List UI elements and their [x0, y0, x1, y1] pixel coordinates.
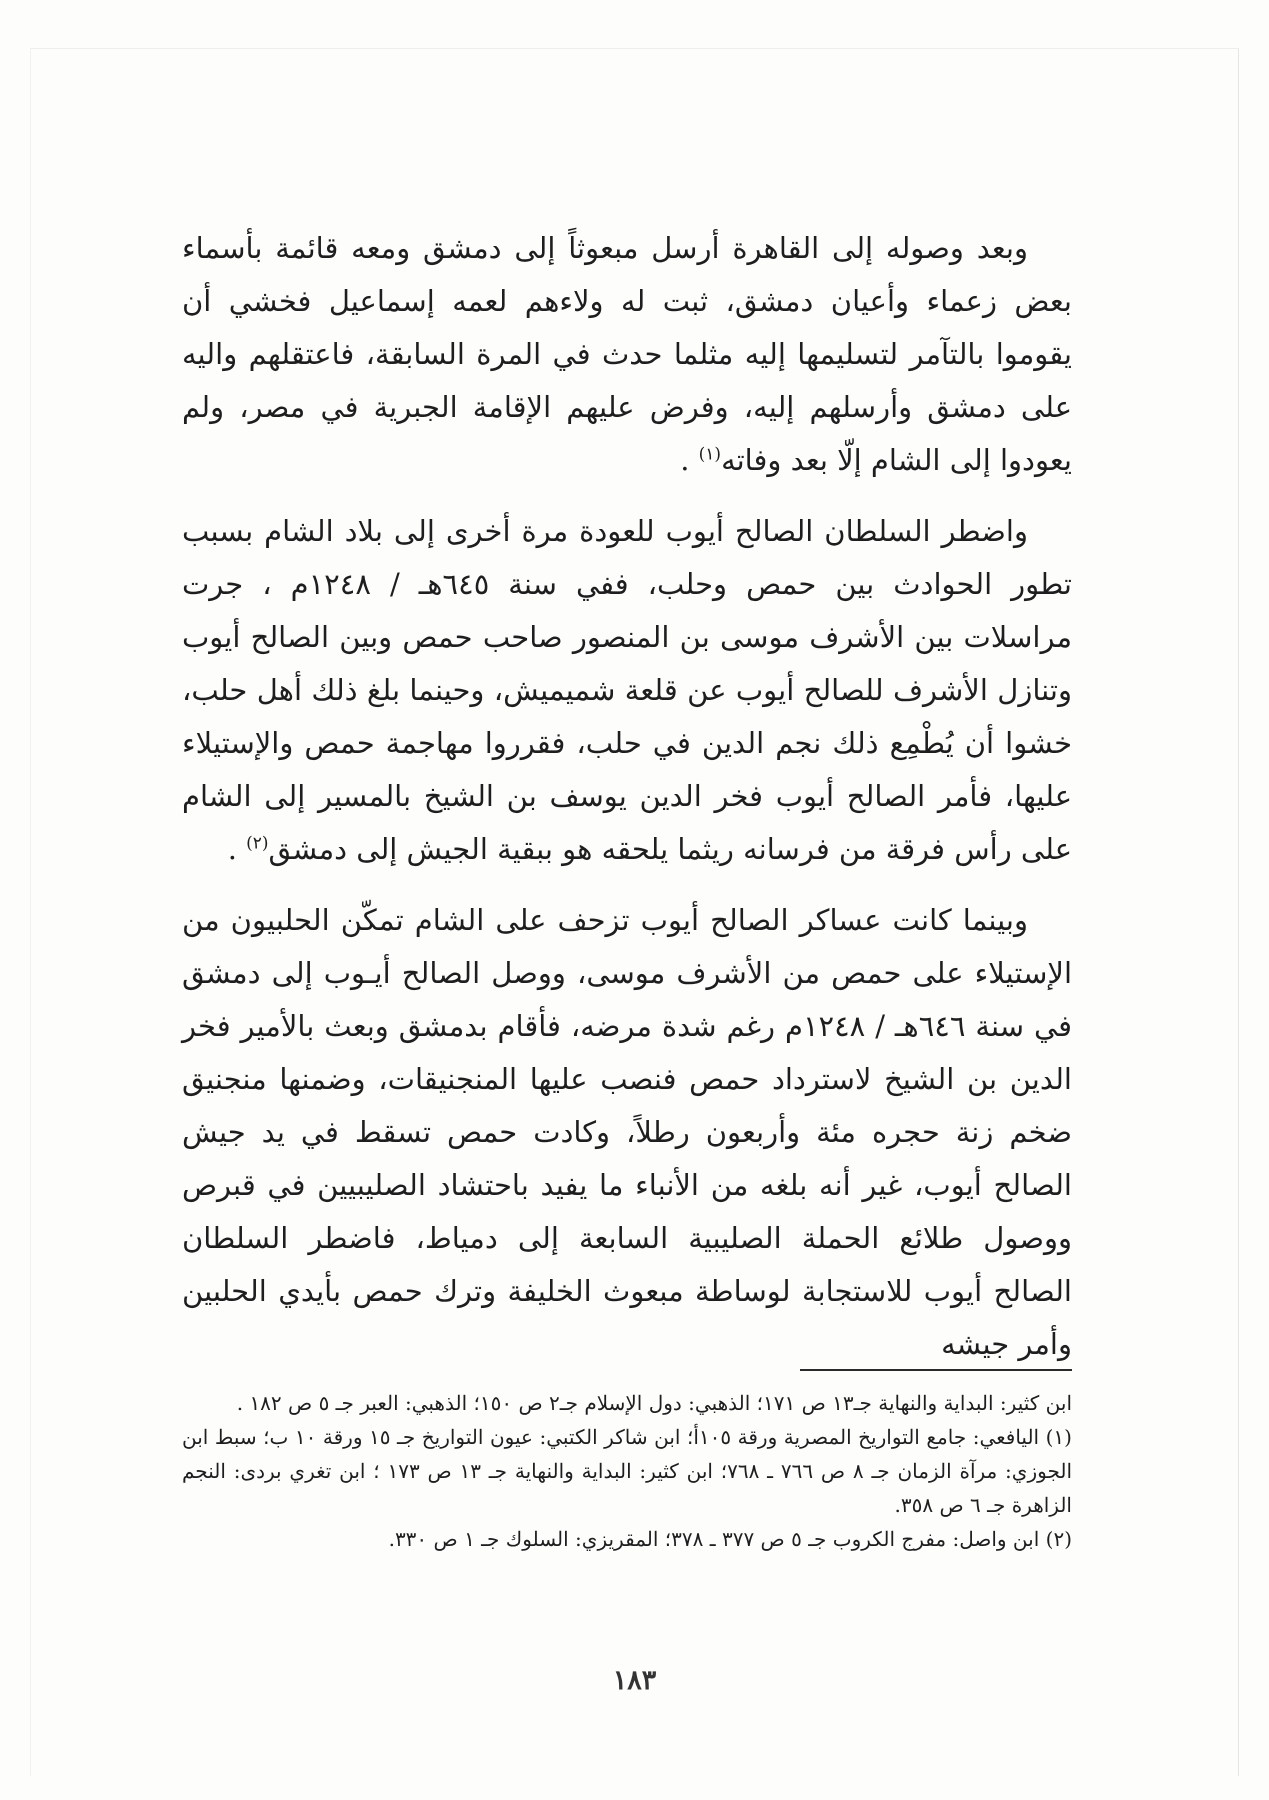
paragraph-end: .: [227, 832, 247, 866]
main-text: [182, 222, 1072, 1389]
paragraph-end: .: [680, 443, 699, 477]
footnote: (١) اليافعي: جامع التواريخ المصرية ورقة ١٠٥أ؛ ابن شاكر الكتبي: عيون التواريخ جـ ١٥ ورقة ١٠ ب؛ سبط ابن الجوزي: مرآة الزمان جـ ٨ ص ٧٦٦ ـ ٧٦٨؛ ابن كثير: البداية والنهاية جـ ١٣ ص ١٧٣ ؛ ابن تغري بردى: النجم الزاهرة جـ ٦ ص ٣٥٨.: [182, 1425, 1073, 1517]
paragraph: [182, 894, 1072, 1371]
paragraph-text: واضطر السلطان الصالح أيوب للعودة مرة أخرى إلى بلاد الشام بسبب تطور الحوادث بين حمص وحلب، ففي سنة ٦٤٥هـ / ١٢٤٨م ، جرت مراسلات بين الأشرف موسى بن المنصور صاحب حمص وبين الصالح أيوب وتنازل الأشرف للصالح أيوب عن قلعة شميميش، وحينما بلغ ذلك أهل حلب، خشوا أن يُطْمِع ذلك نجم الدين في حلب، فقرروا مهاجمة حمص والإستيلاء عليها، فأمر الصالح أيوب فخر الدين يوسف بن الشيخ بالمسير إلى الشام على رأس فرقة من فرسانه ريثما يلحقه هو ببقية الجيش إلى دمشق: [182, 514, 1072, 866]
paragraph: [182, 222, 1072, 487]
paragraph: [182, 505, 1072, 876]
footnote-ref: (١): [698, 444, 722, 465]
footnote: ابن كثير: البداية والنهاية جـ١٣ ص ١٧١؛ الذهبي: دول الإسلام جـ٢ ص ١٥٠؛ الذهبي: العبر جـ ٥ ص ١٨٢ .: [236, 1391, 1072, 1415]
footnote-divider: [800, 1369, 1072, 1371]
page-number: ١٨٣: [612, 1665, 657, 1696]
footnotes: [182, 1386, 1072, 1556]
footnote: (٢) ابن واصل: مفرج الكروب جـ ٥ ص ٣٧٧ ـ ٣٧٨؛ المقريزي: السلوك جـ ١ ص ٣٣٠.: [388, 1527, 1072, 1551]
paragraph-text: وبينما كانت عساكر الصالح أيوب تزحف على الشام تمكّن الحلبيون من الإستيلاء على حمص من الأشرف موسى، ووصل الصالح أيـوب إلى دمشق في سنة ٦٤٦هـ / ١٢٤٨م رغم شدة مرضه، فأقام بدمشق وبعث بالأمير فخر الدين بن الشيخ لاسترداد حمص فنصب عليها المنجنيقات، وضمنها منجنيق ضخم زنة حجره مئة وأربعون رطلاً، وكادت حمص تسقط في يد جيش الصالح أيوب، غير أنه بلغه من الأنباء ما يفيد باحتشاد الصليبيين في قبرص ووصول طلائع الحملة الصليبية السابعة إلى دمياط، فاضطر السلطان الصالح أيوب للاستجابة لوساطة مبعوث الخليفة وترك حمص بأيدي الحلبين وأمر جيشه: [182, 903, 1072, 1361]
paragraph-text: وبعد وصوله إلى القاهرة أرسل مبعوثاً إلى دمشق ومعه قائمة بأسماء بعض زعماء وأعيان دمشق، ثبت له ولاءهم لعمه إسماعيل فخشي أن يقوموا بالتآمر لتسليمها إليه مثلما حدث في المرة السابقة، فاعتقلهم واليه على دمشق وأرسلهم إليه، وفرض عليهم الإقامة الجبرية في مصر، ولم يعودوا إلى الشام إلّا بعد وفاته: [182, 231, 1072, 477]
footnote-ref: (٢): [246, 833, 269, 854]
